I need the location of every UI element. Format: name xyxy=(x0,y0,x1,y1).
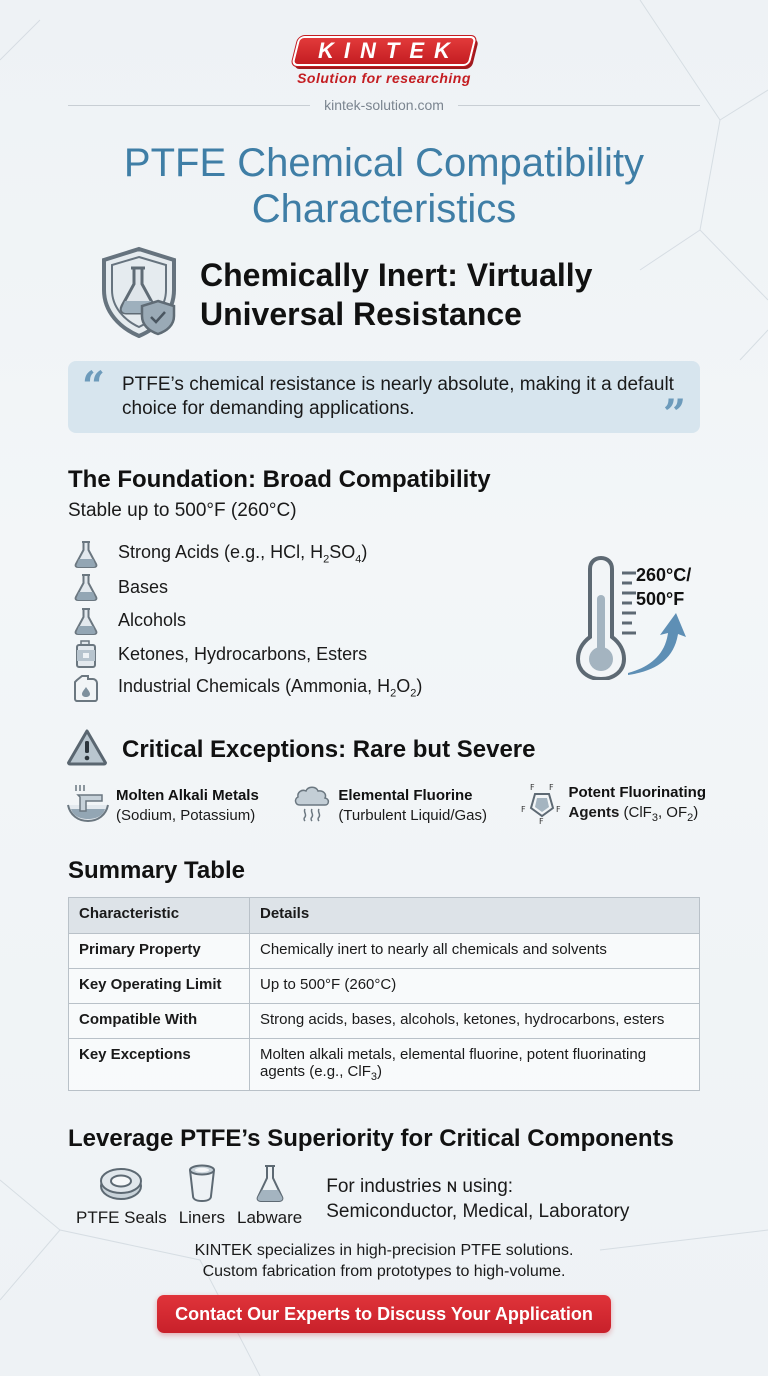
exception-detail: Agents (ClF$_3$, $OF_2$) xyxy=(568,804,699,824)
container-icon xyxy=(72,640,100,668)
table-cell: Primary Property xyxy=(69,934,250,969)
list-item xyxy=(72,671,422,705)
list-item-label: Strong Acids (e.g., HCl, $H_2SO_4$) xyxy=(118,541,368,566)
leverage-heading: Leverage PTFE’s Superiority for Critical Components xyxy=(68,1125,674,1152)
brand-name: KINTEK xyxy=(318,38,460,63)
table-cell: Key Operating Limit xyxy=(69,969,250,1004)
industries-text: For industries ɴ using: Semiconductor, Medical, Laboratory xyxy=(326,1176,630,1222)
summary-heading: Summary Table xyxy=(68,857,245,884)
exception-item xyxy=(521,782,706,829)
list-item xyxy=(72,571,422,605)
foundation-subheading: Stable up to 500°F (260°C) xyxy=(68,500,297,521)
jerrycan-icon xyxy=(72,674,100,702)
divider xyxy=(68,105,310,106)
compatibility-list xyxy=(72,537,422,705)
close-quote-icon: ” xyxy=(662,391,686,438)
foundation-heading: The Foundation: Broad Compatibility xyxy=(68,466,491,493)
exceptions-list xyxy=(66,782,706,829)
table-cell: Key Exceptions xyxy=(69,1039,250,1091)
table-row xyxy=(69,1039,700,1091)
product-label: PTFE Seals xyxy=(76,1208,167,1227)
list-item xyxy=(72,638,422,672)
table-cell: Up to 500°F (260°C) xyxy=(250,969,700,1004)
temperature-label: 260°C/ 500°F xyxy=(636,565,692,609)
product-label: Labware xyxy=(237,1208,303,1227)
list-item-label: Industrial Chemicals (Ammonia, $H_2O_2$) xyxy=(118,675,423,700)
svg-text:F: F xyxy=(548,783,554,792)
table-cell: Strong acids, bases, alcohols, ketones, hydrocarbons, esters xyxy=(250,1004,700,1039)
exceptions-heading: Critical Exceptions: Rare but Severe xyxy=(122,735,536,763)
shield-flask-icon xyxy=(98,246,180,343)
liner-cup-icon xyxy=(187,1164,217,1202)
hero-title-line2: Universal Resistance xyxy=(200,295,522,332)
products-row xyxy=(76,1164,629,1228)
quote-text: PTFE’s chemical resistance is nearly absolute, making it a default choice for demanding applications. xyxy=(122,374,674,419)
hero-title xyxy=(200,256,592,334)
molten-metal-icon xyxy=(66,783,110,828)
page-title xyxy=(0,140,768,232)
exception-title: Elemental Fluorine xyxy=(338,786,473,804)
table-row xyxy=(69,934,700,969)
contact-experts-button[interactable]: Contact Our Experts to Discuss Your Application xyxy=(157,1295,611,1333)
table-row xyxy=(69,969,700,1004)
hero-section xyxy=(98,246,592,343)
svg-text:F: F xyxy=(529,783,535,792)
product-label: Liners xyxy=(178,1208,226,1227)
column-header: Details xyxy=(250,898,700,934)
exception-item xyxy=(292,782,487,829)
brand-tagline: Solution for researching xyxy=(297,70,471,86)
warning-icon xyxy=(66,728,108,771)
divider xyxy=(458,105,700,106)
list-item-label: Bases xyxy=(118,576,169,597)
open-quote-icon: “ xyxy=(82,363,106,410)
gas-cloud-icon xyxy=(292,783,332,828)
kintek-logo-badge xyxy=(291,36,476,66)
summary-table xyxy=(68,897,700,1091)
svg-text:F: F xyxy=(555,805,561,814)
list-item-label: Alcohols xyxy=(118,610,187,631)
table-row xyxy=(69,1004,700,1039)
brand-url-row xyxy=(68,97,700,113)
hero-title-line1: Chemically Inert: Virtually xyxy=(200,256,593,293)
labware-flask-icon xyxy=(255,1164,285,1202)
seal-ring-icon xyxy=(99,1164,143,1202)
exception-title: Molten Alkali Metals xyxy=(116,786,259,804)
exception-item xyxy=(66,782,259,829)
list-item xyxy=(72,604,422,638)
table-cell: Compatible With xyxy=(69,1004,250,1039)
exception-title: Potent Fluorinating xyxy=(568,784,706,801)
footer-text: KINTEK specializes in high-precision PTFE solutions. Custom fabrication from prototypes to high-volume. xyxy=(194,1242,574,1280)
flask-icon xyxy=(72,540,100,568)
column-header: Characteristic xyxy=(69,898,250,934)
quote-callout xyxy=(68,361,700,438)
table-cell: Chemically inert to nearly all chemicals and solvents xyxy=(250,934,700,969)
list-item-label: Ketones, Hydrocarbons, Esters xyxy=(118,643,368,664)
product-liners xyxy=(179,1164,225,1228)
product-labware xyxy=(237,1164,302,1228)
fluorine-molecule-icon xyxy=(521,782,563,829)
table-header-row xyxy=(69,898,700,934)
exception-detail: (Sodium, Potassium) xyxy=(116,806,256,824)
svg-text:F: F xyxy=(538,817,544,824)
brand-url[interactable]: kintek-solution.com xyxy=(324,97,444,113)
product-seals xyxy=(76,1164,167,1228)
page-title-line1: PTFE Chemical Compatibility xyxy=(123,141,645,185)
flask-icon xyxy=(72,607,100,635)
brand-logo[interactable] xyxy=(0,36,768,86)
exceptions-header xyxy=(66,728,535,771)
list-item xyxy=(72,537,422,571)
flask-icon xyxy=(72,573,100,601)
table-cell: Molten alkali metals, elemental fluorine, potent fluorinating agents (e.g., ClF$_3$) xyxy=(250,1039,700,1091)
page-title-line2: Characteristics xyxy=(251,187,517,231)
svg-text:F: F xyxy=(520,805,526,814)
exception-detail: (Turbulent Liquid/Gas) xyxy=(338,806,487,824)
